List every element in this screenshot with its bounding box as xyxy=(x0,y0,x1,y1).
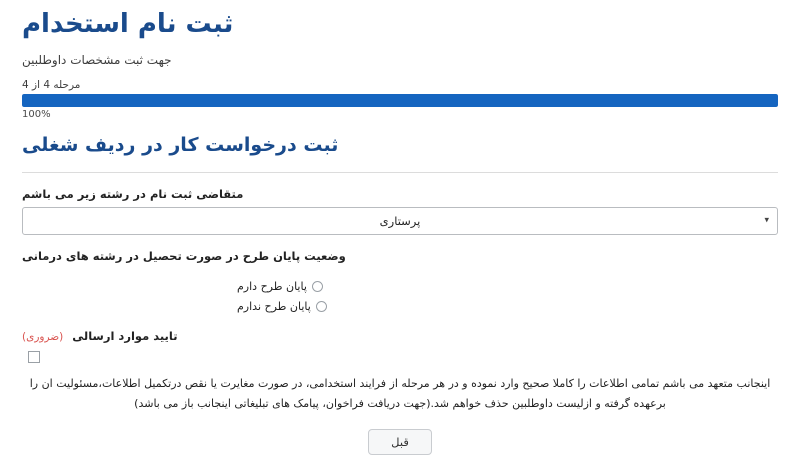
progress-step-label: مرحله 4 از 4 xyxy=(22,78,81,91)
checkbox-icon[interactable] xyxy=(28,351,40,363)
radio-icon[interactable] xyxy=(316,301,327,312)
progress-bar xyxy=(22,94,778,107)
confirm-section-label xyxy=(22,313,778,351)
back-button[interactable]: قبل xyxy=(368,429,432,455)
required-note: (ضروری) xyxy=(22,330,64,343)
radio-option-no-plan-label: پایان طرح ندارم xyxy=(237,299,311,313)
chevron-down-icon: ▾ xyxy=(764,215,769,225)
confirm-label-text: تایید موارد ارسالی xyxy=(72,328,178,343)
discipline-select-value: پرستاری xyxy=(379,213,421,228)
plan-status-radio-group xyxy=(22,269,778,313)
plan-status-field-label: وضعیت پایان طرح در صورت تحصیل در رشته های درمانی xyxy=(22,248,346,263)
radio-option-has-plan[interactable] xyxy=(22,273,778,293)
discipline-select[interactable] xyxy=(22,207,778,235)
form-footer xyxy=(22,415,778,455)
radio-option-has-plan-label: پایان طرح دارم xyxy=(237,279,307,293)
consent-checkbox-row[interactable] xyxy=(22,351,778,370)
discipline-field-label: متقاضی ثبت نام در رشته زیر می باشم xyxy=(22,186,244,201)
consent-text: اینجانب متعهد می باشم تمامی اطلاعات را کاملا صحیح وارد نموده و در هر مرحله از فرایند استخدامی، در صورت مغایرت یا نقص درتکمیل اطلاعات،مسئولیت ان را برعهده گرفته و ازلیست داوطلبین حذف خواهم شد.(جهت دریافت فراخوان، پیامک های تبلیغاتی اینجانب باز می باشد) xyxy=(29,376,771,411)
page-subtitle: جهت ثبت مشخصات داوطلبین xyxy=(22,52,172,67)
section-title: ثبت درخواست کار در ردیف شغلی xyxy=(22,133,339,156)
page-title: ثبت نام استخدام xyxy=(22,9,234,39)
progress-percent-label: 100% xyxy=(22,108,51,120)
radio-icon[interactable] xyxy=(312,281,323,292)
radio-option-no-plan[interactable] xyxy=(22,293,778,313)
progress-bar-fill xyxy=(22,94,778,107)
